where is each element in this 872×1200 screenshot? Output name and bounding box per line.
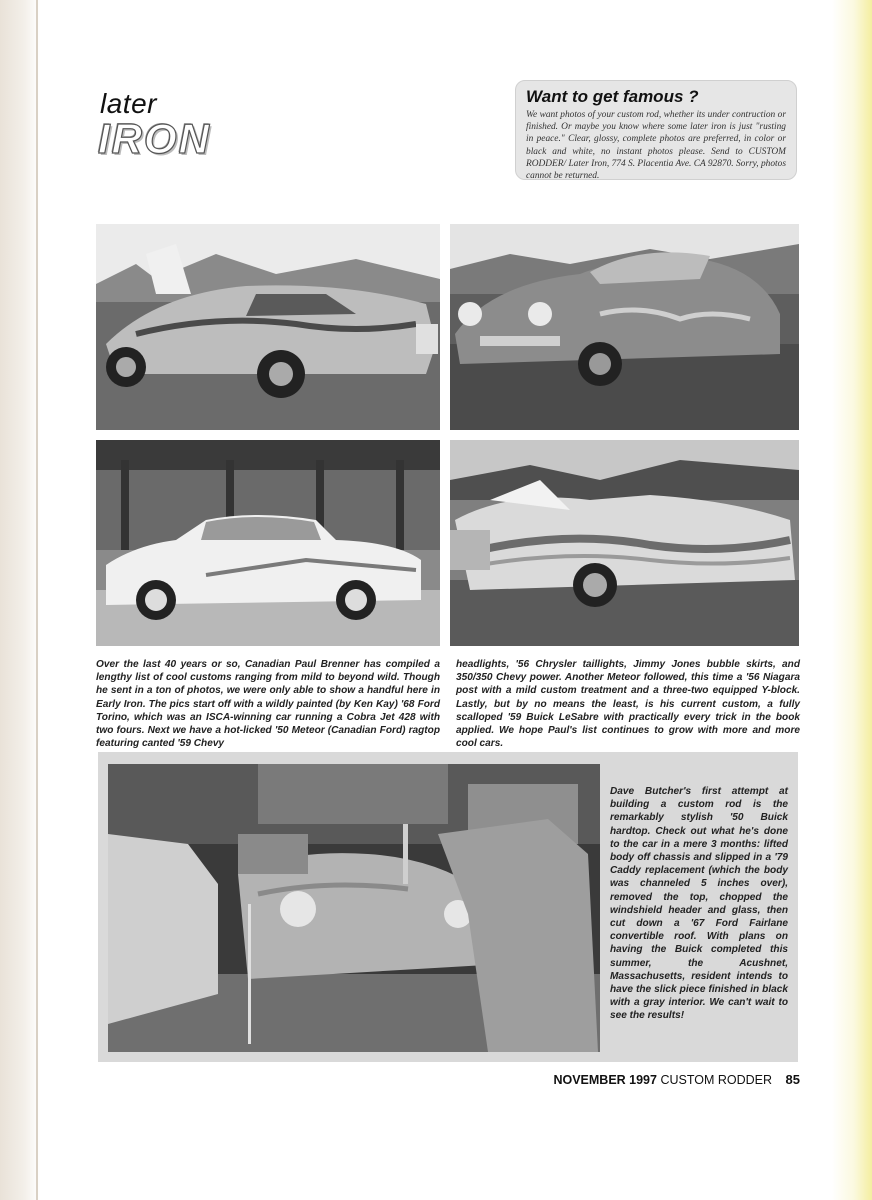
torino-photo xyxy=(96,224,440,430)
masthead-iron: IRON xyxy=(98,115,211,162)
main-caption-col2: headlights, '56 Chrysler taillights, Jimmy Jones bubble skirts, and 350/350 Chevy power. Another Meteor followed, this time a '56 Niagara post with a mild custom treatment and a three-two equipped Y-block. Lastly, but by no means the least, is his current custom, a fully scalloped '59 Buick LeSabre with practically every trick in the book applied. We hope Paul's list continues to grow with more and more cool cars. xyxy=(456,659,800,750)
footer-magazine: CUSTOM RODDER xyxy=(660,1073,773,1087)
page-gutter-shadow xyxy=(0,0,40,1200)
footer-issue: NOVEMBER 1997 xyxy=(553,1073,657,1087)
meteor-photo xyxy=(450,224,799,430)
lesabre-photo xyxy=(450,440,799,646)
buick-garage-photo xyxy=(108,764,600,1052)
main-caption-col1: Over the last 40 years or so, Canadian Paul Brenner has compiled a lengthy list of cool customs ranging from mild to beyond wild. Though he sent in a ton of photos, we were only able to show a handful here in Early Iron. The pics start off with a wildly painted (by Ken Kay) '68 Ford Torino, which was an ISCA-winning car running a Cobra Jet 428 with two fours. Next we have a hot-licked '50 Meteor (Canadian Ford) ragtop featuring canted '59 Chevy xyxy=(96,659,440,750)
section-masthead xyxy=(98,88,258,168)
side-caption: Dave Butcher's first attempt at building a custom rod is the remarkably stylish '50 Buick hardtop. Check out what he's done to the car in a mere 3 months: lifted body off chassis and slipped in a '79 Caddy replacement (which the body was channeled 5 inches over), removed the top, chopped the windshield header and glass, then cut down a '67 Ford Fairlane convertible roof. With plans on having the Buick completed this summer, the Acushnet, Massachusetts, resident intends to have the slick piece finished in black with a gray interior. We can't wait to see the results! xyxy=(610,786,788,1022)
submission-body: We want photos of your custom rod, whether its under contruction or finished. Or maybe you know where some later iron is just "rusting in peace." Clear, glossy, complete photos are preferred, in color or black and white, no instant photos please. Send to CUSTOM RODDER/ Later Iron, 774 S. Placentia Ave. CA 92870. Sorry, photos cannot be returned. xyxy=(526,110,786,182)
page-edge-right xyxy=(832,0,872,1200)
page-spine-line xyxy=(36,0,38,1200)
submission-title: Want to get famous ? xyxy=(526,87,699,106)
page-number: 85 xyxy=(785,1072,800,1087)
page-footer xyxy=(520,1072,800,1090)
masthead-later: later xyxy=(100,88,157,119)
niagara-photo xyxy=(96,440,440,646)
submission-sidebar-box xyxy=(515,80,797,180)
